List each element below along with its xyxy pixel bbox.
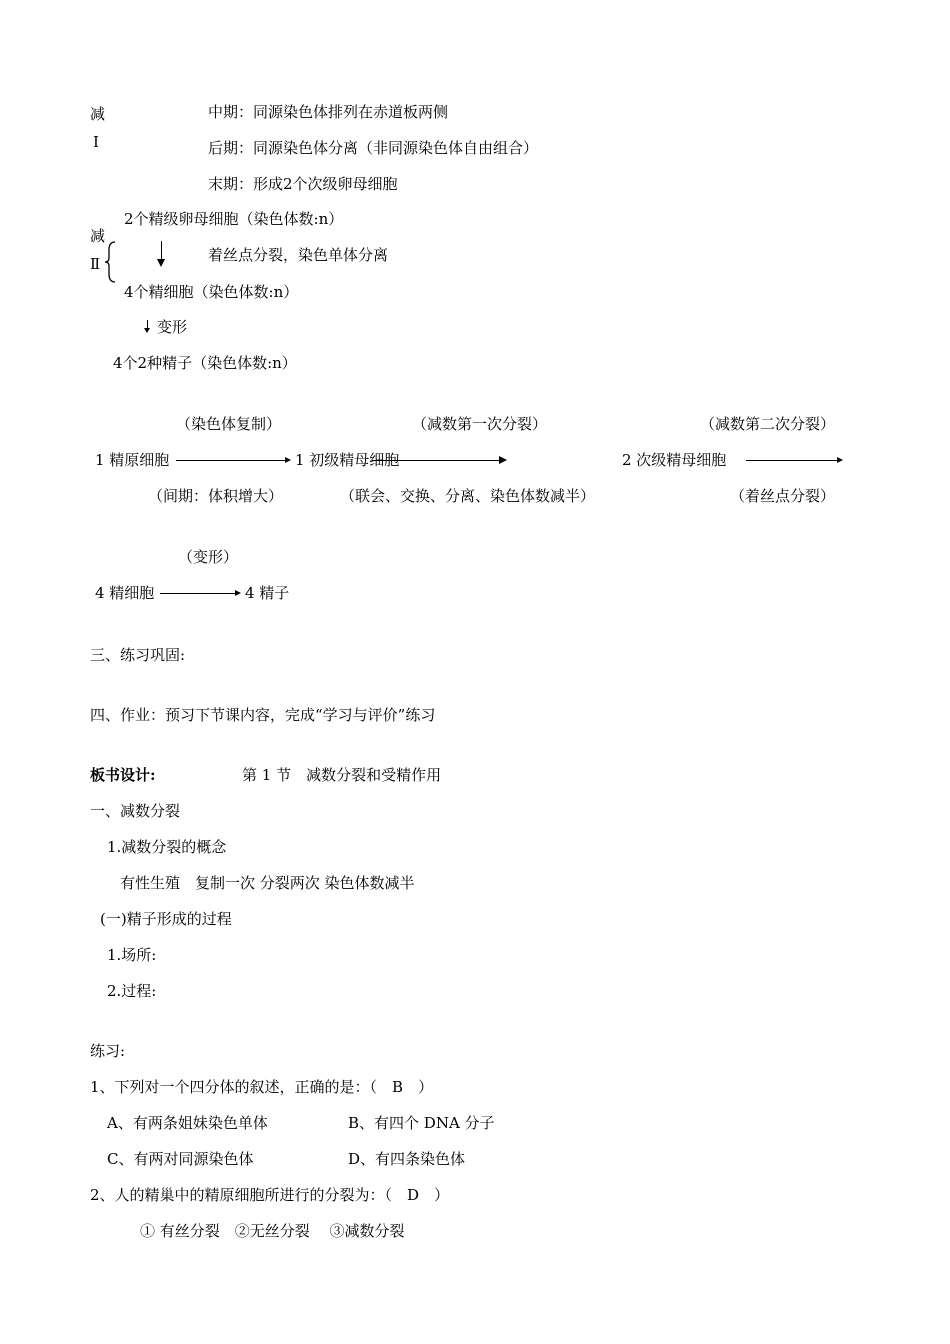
board-process: 2.过程: [107,982,157,1000]
board-item-meiosis: 一、减数分裂 [90,802,181,820]
practice-heading: 三、练习巩固: [90,646,186,664]
flow-node-primary: 1 初级精母细胞 [295,451,400,469]
exercises-heading: 练习: [90,1042,126,1060]
question-2: 2、人的精巢中的精原细胞所进行的分裂为：（ D ） [90,1186,450,1204]
flow-sub-interphase: （间期：体积增大） [148,487,284,505]
flow-arrow-1 [176,460,286,461]
flow-arrow-3 [746,460,838,461]
q1-option-b: B、有四个 DNA 分子 [348,1114,495,1132]
flow-node-spermatogonium: 1 精原细胞 [95,451,170,469]
meiosis1-label-top: 减 [90,105,106,123]
telophase-text: 末期：形成2个次级卵母细胞 [208,175,398,193]
flow-label-replication: （染色体复制） [176,415,282,433]
board-keywords: 有性生殖 复制一次 分裂两次 染色体数减半 [120,874,415,892]
flow-label-transform: （变形） [178,548,239,566]
question-1: 1、下列对一个四分体的叙述，正确的是：（ B ） [90,1078,434,1096]
flow-label-meiosis1: （减数第一次分裂） [412,415,548,433]
board-item-concept: 1.减数分裂的概念 [107,838,227,856]
flow-arrowhead-2 [499,456,507,464]
flow-label-meiosis2: （减数第二次分裂） [700,415,836,433]
q1-option-c: C、有两对同源染色体 [107,1150,254,1168]
transform-label: 变形 [157,318,188,336]
flow-node-sperm: 4 精子 [245,584,290,602]
board-heading: 板书设计: [90,766,156,784]
down-arrow-icon-2 [144,328,150,333]
flow-arrow-2 [372,460,500,461]
board-title: 第 1 节 减数分裂和受精作用 [242,766,442,784]
flow-node-secondary: 2 次级精母细胞 [622,451,727,469]
centromere-note: 着丝点分裂，染色单体分离 [208,246,389,264]
down-arrow-icon-1 [157,259,165,267]
metaphase-text: 中期：同源染色体排列在赤道板两侧 [208,103,449,121]
anaphase-text: 后期：同源染色体分离（非同源染色体自由组合） [208,139,539,157]
secondary-cells-text: 2个精级卵母细胞（染色体数:n） [124,210,344,228]
sperm-text: 4个2种精子（染色体数:n） [113,354,297,372]
down-arrow-shaft-1 [161,241,162,260]
board-place: 1.场所: [107,946,157,964]
board-sub-sperm-formation: (一)精子形成的过程 [100,910,232,928]
flow-arrowhead-1 [285,457,291,463]
flow-arrowhead-3 [837,457,843,463]
flow-sub-meiosis1: （联会、交换、分离、染色体数减半） [340,487,596,505]
flow-arrowhead-4 [235,590,241,596]
spermatids-text: 4个精细胞（染色体数:n） [124,283,299,301]
flow-arrow-4 [160,593,236,594]
left-brace-icon [103,240,117,284]
meiosis2-label-bottom: Ⅱ [90,255,101,273]
q1-option-d: D、有四条染色体 [348,1150,466,1168]
meiosis1-label-bottom: Ⅰ [93,133,99,151]
homework-heading: 四、作业：预习下节课内容，完成“学习与评价”练习 [90,706,436,724]
flow-node-spermatid: 4 精细胞 [95,584,155,602]
flow-sub-meiosis2: （着丝点分裂） [730,487,836,505]
meiosis2-label-top: 减 [90,227,106,245]
q2-options: ① 有丝分裂 ②无丝分裂 ③减数分裂 [140,1222,405,1240]
q1-option-a: A、有两条姐妹染色单体 [107,1114,268,1132]
